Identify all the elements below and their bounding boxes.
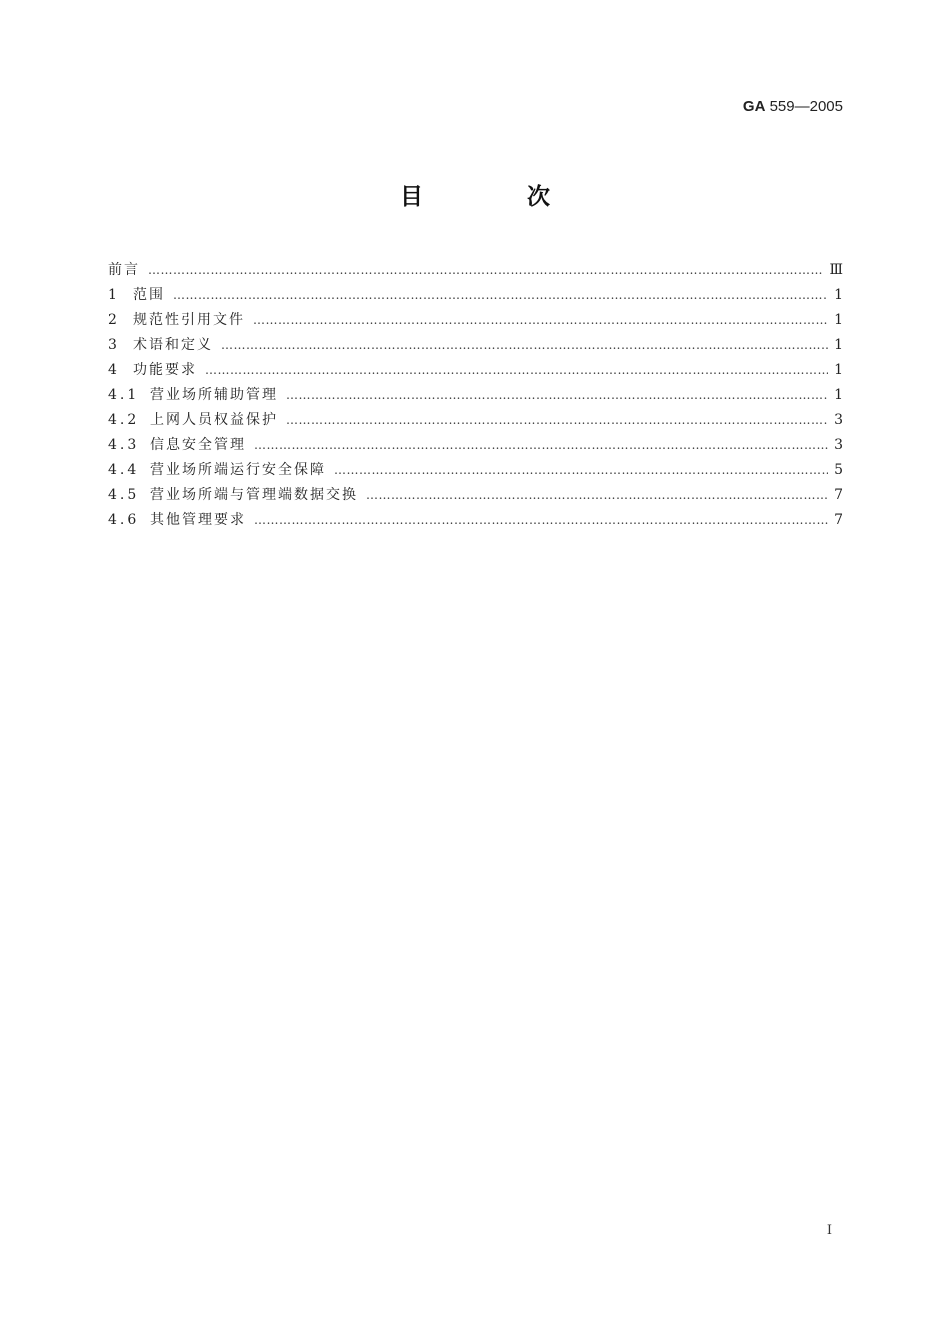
page-number: I: [826, 1223, 832, 1238]
toc-dot-leader: [221, 333, 828, 358]
toc-entry-page: 1: [834, 362, 843, 378]
toc-entry-foreword[interactable]: [108, 258, 843, 283]
toc-entry-number: 4.4: [108, 462, 140, 478]
toc-entry-number: 4.1: [108, 387, 140, 403]
toc-entry-4-2[interactable]: [108, 408, 843, 433]
toc-entry-4-3[interactable]: [108, 433, 843, 458]
toc-entry-page: 7: [834, 512, 843, 528]
toc-entry-page: 3: [834, 437, 843, 453]
toc-entry-label: 其他管理要求: [150, 512, 246, 528]
table-of-contents: [108, 258, 843, 533]
toc-entry-number: 2: [108, 312, 120, 328]
toc-entry-number: 3: [108, 337, 120, 353]
toc-dot-leader: [173, 283, 828, 308]
document-code-number: 559—2005: [769, 98, 843, 115]
toc-entry-number: 4.6: [108, 512, 140, 528]
toc-entry-page: 1: [834, 312, 843, 328]
toc-entry-label: 上网人员权益保护: [150, 412, 278, 428]
toc-entry-2[interactable]: [108, 308, 843, 333]
toc-entry-label: 营业场所端与管理端数据交换: [150, 487, 358, 503]
toc-entry-number: 4.2: [108, 412, 140, 428]
toc-dot-leader: [254, 508, 828, 533]
toc-entry-4[interactable]: [108, 358, 843, 383]
toc-entry-4-5[interactable]: [108, 483, 843, 508]
toc-entry-page: 5: [834, 462, 843, 478]
toc-title: 目 次: [399, 184, 598, 210]
toc-entry-3[interactable]: [108, 333, 843, 358]
toc-entry-1[interactable]: [108, 283, 843, 308]
document-code-prefix: GA: [742, 98, 766, 115]
toc-entry-label: 术语和定义: [133, 337, 213, 353]
toc-dot-leader: [148, 258, 823, 283]
toc-dot-leader: [253, 308, 828, 333]
toc-entry-page: 1: [834, 337, 843, 353]
toc-entry-4-4[interactable]: [108, 458, 843, 483]
document-code: [743, 98, 843, 115]
toc-entry-label: 营业场所辅助管理: [150, 387, 278, 403]
toc-entry-page: 3: [834, 412, 843, 428]
toc-entry-number: 1: [108, 287, 120, 303]
toc-entry-label: 信息安全管理: [150, 437, 246, 453]
toc-entry-label: 功能要求: [133, 362, 197, 378]
toc-entry-4-6[interactable]: [108, 508, 843, 533]
toc-entry-label: 规范性引用文件: [133, 312, 245, 328]
toc-entry-page: 7: [834, 487, 843, 503]
toc-entry-number: 4: [108, 362, 120, 378]
toc-dot-leader: [205, 358, 828, 383]
toc-entry-page: Ⅲ: [829, 262, 843, 278]
toc-dot-leader: [254, 433, 828, 458]
toc-entry-page: 1: [834, 287, 843, 303]
toc-entry-number: 4.3: [108, 437, 140, 453]
toc-entry-number: 4.5: [108, 487, 140, 503]
toc-entry-label: 范围: [133, 287, 165, 303]
toc-dot-leader: [366, 483, 828, 508]
toc-entry-page: 1: [834, 387, 843, 403]
toc-entry-label: 营业场所端运行安全保障: [150, 462, 326, 478]
toc-dot-leader: [286, 408, 828, 433]
toc-dot-leader: [334, 458, 828, 483]
toc-entry-label: 前言: [108, 262, 140, 278]
toc-entry-4-1[interactable]: [108, 383, 843, 408]
toc-dot-leader: [286, 383, 828, 408]
